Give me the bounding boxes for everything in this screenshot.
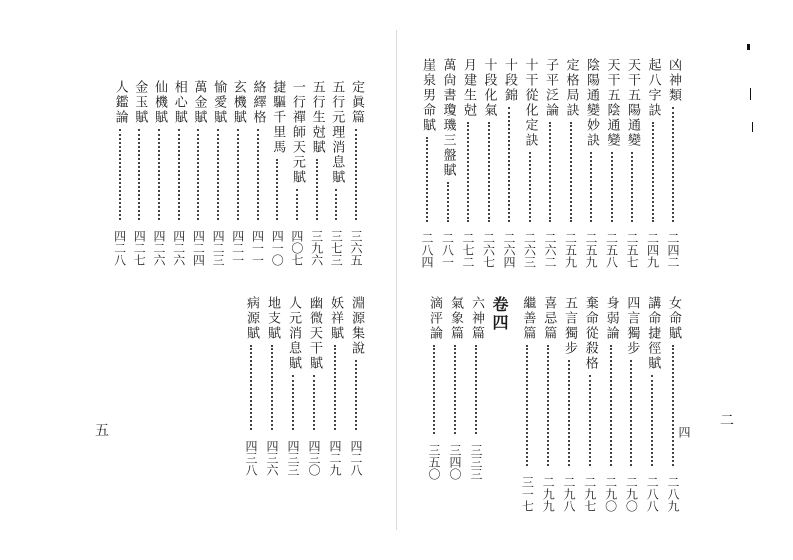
leader-dots bbox=[119, 129, 121, 220]
toc-entry-page: 二四九 bbox=[645, 232, 660, 268]
leader-dots bbox=[568, 360, 570, 466]
scan-speck bbox=[752, 122, 753, 132]
toc-entry-title: 萬尙書瓊璣三盤賦 bbox=[440, 58, 456, 178]
toc-entry bbox=[248, 80, 268, 266]
leader-dots bbox=[355, 129, 357, 220]
toc-entry bbox=[520, 58, 540, 268]
leader-dots bbox=[611, 152, 613, 222]
toc-entry-page: 三四〇 bbox=[448, 444, 462, 480]
toc-entry-title: 人元消息賦 bbox=[286, 296, 301, 371]
toc-entry bbox=[458, 58, 478, 268]
toc-entry-page: 四〇七 bbox=[289, 230, 304, 266]
leader-dots bbox=[158, 129, 160, 220]
leader-dots bbox=[467, 122, 469, 222]
toc-entry bbox=[438, 58, 458, 268]
toc-entry bbox=[169, 80, 189, 266]
toc-entry bbox=[325, 296, 345, 476]
toc-entry-page: 四三六 bbox=[265, 440, 279, 476]
toc-entry-page: 三七三 bbox=[329, 230, 344, 266]
toc-entry-title: 十段錦 bbox=[502, 58, 517, 103]
toc-entry-page: 四三〇 bbox=[307, 440, 321, 476]
leader-dots bbox=[488, 122, 490, 222]
leader-dots bbox=[570, 122, 572, 222]
toc-entry-title: 金玉賦 bbox=[132, 80, 148, 125]
toc-entry-title: 五行元理消息賦 bbox=[329, 80, 345, 185]
toc-entry-title: 凶神類 bbox=[666, 58, 681, 103]
toc-entry-page: 二四二 bbox=[666, 232, 680, 268]
toc-entry-page: 四一一 bbox=[250, 230, 265, 266]
leader-dots bbox=[529, 152, 531, 222]
toc-entry-page: 四三八 bbox=[244, 440, 258, 476]
toc-entry-title: 愉愛賦 bbox=[211, 80, 227, 125]
toc-entry-title: 崖泉男命賦 bbox=[420, 58, 435, 133]
toc-entry bbox=[559, 296, 579, 512]
leader-dots bbox=[433, 345, 435, 434]
toc-entry bbox=[602, 58, 622, 268]
toc-entry bbox=[417, 58, 437, 268]
toc-entry-title: 棄命從殺格 bbox=[582, 296, 598, 371]
toc-entry-title: 仙機賦 bbox=[152, 80, 167, 125]
toc-entry bbox=[540, 58, 560, 268]
section-heading: 卷四 bbox=[490, 296, 509, 332]
toc-entry bbox=[643, 58, 663, 268]
toc-entry-page: 二七二 bbox=[461, 232, 475, 268]
leader-dots bbox=[651, 375, 653, 466]
toc-entry bbox=[188, 80, 208, 266]
leader-dots bbox=[178, 129, 180, 220]
leader-dots bbox=[475, 345, 477, 434]
toc-entry-page: 三三三 bbox=[469, 444, 483, 480]
toc-entry bbox=[241, 296, 261, 476]
toc-entry-title: 陰陽通變妙訣 bbox=[584, 58, 599, 148]
leader-dots bbox=[292, 375, 294, 430]
toc-entry-title: 繼善篇 bbox=[520, 296, 536, 341]
toc-entry-title: 定格局訣 bbox=[563, 58, 579, 118]
toc-entry-title: 滴泙論 bbox=[427, 296, 442, 341]
toc-entry-page: 四二六 bbox=[152, 230, 166, 266]
toc-entry bbox=[346, 80, 366, 266]
right-page-number: 二 bbox=[720, 413, 734, 429]
toc-entry-page: 二六七 bbox=[481, 232, 496, 268]
toc-entry-title: 相心賦 bbox=[171, 80, 187, 125]
toc-entry-page: 二九九 bbox=[541, 476, 556, 512]
toc-entry-page: 二五八 bbox=[604, 232, 619, 268]
leader-dots bbox=[197, 129, 199, 220]
toc-entry-page: 二五九 bbox=[584, 232, 598, 268]
scan-speck bbox=[747, 44, 750, 50]
toc-entry-title: 月建生尅 bbox=[461, 58, 476, 118]
toc-entry-page: 二八一 bbox=[440, 232, 455, 268]
toc-entry-title: 六神篇 bbox=[469, 296, 484, 341]
toc-entry-title: 氣象篇 bbox=[448, 296, 463, 341]
leader-dots bbox=[237, 129, 239, 220]
toc-entry-title: 地支賦 bbox=[265, 296, 280, 341]
leader-dots bbox=[589, 375, 591, 466]
toc-entry bbox=[479, 58, 499, 268]
toc-entry-page: 四二三 bbox=[211, 230, 226, 266]
toc-entry-title: 妖祥賦 bbox=[328, 296, 343, 341]
leader-dots bbox=[138, 129, 140, 220]
toc-entry-page: 二九〇 bbox=[603, 476, 618, 512]
toc-entry-page: 二八八 bbox=[645, 476, 660, 512]
leader-dots bbox=[549, 122, 551, 222]
toc-entry bbox=[561, 58, 581, 268]
right-margin-number: 四 bbox=[677, 426, 691, 438]
toc-entry-page: 二九〇 bbox=[624, 476, 639, 512]
toc-entry-title: 絡繹格 bbox=[250, 80, 266, 125]
toc-entry bbox=[304, 296, 324, 476]
toc-entry bbox=[499, 58, 519, 268]
toc-entry-page: 二九八 bbox=[562, 476, 576, 512]
toc-entry bbox=[621, 296, 641, 512]
toc-entry bbox=[580, 296, 600, 512]
toc-entry-page: 二八九 bbox=[666, 476, 680, 512]
toc-entry bbox=[307, 80, 327, 266]
scan-speck bbox=[750, 88, 751, 100]
leader-dots bbox=[334, 345, 336, 430]
leader-dots bbox=[610, 345, 612, 466]
page-gutter bbox=[396, 30, 397, 530]
leader-dots bbox=[217, 129, 219, 220]
toc-entry-page: 二五九 bbox=[563, 232, 578, 268]
toc-entry bbox=[283, 296, 303, 476]
toc-entry-page: 四二八 bbox=[349, 440, 363, 476]
toc-entry-page: 二六三 bbox=[522, 232, 537, 268]
toc-entry-page: 三六五 bbox=[349, 230, 363, 266]
toc-entry-title: 天干五陰通變 bbox=[604, 58, 620, 148]
toc-entry-title: 幽微天干賦 bbox=[307, 296, 322, 371]
leader-dots bbox=[454, 345, 456, 434]
leader-dots bbox=[276, 159, 278, 220]
toc-entry-title: 一行禪師天元賦 bbox=[289, 80, 305, 185]
toc-entry-page: 二六四 bbox=[502, 232, 516, 268]
leader-dots bbox=[335, 189, 337, 220]
leader-dots bbox=[271, 345, 273, 430]
toc-entry bbox=[424, 296, 444, 480]
toc-entry-title: 定眞篇 bbox=[349, 80, 364, 125]
leader-dots bbox=[526, 345, 528, 466]
leader-dots bbox=[672, 107, 674, 222]
toc-entry bbox=[642, 296, 662, 512]
leader-dots bbox=[630, 360, 632, 466]
toc-entry bbox=[601, 296, 621, 512]
toc-entry bbox=[110, 80, 130, 266]
toc-entry bbox=[228, 80, 248, 266]
toc-entry-page: 四一〇 bbox=[270, 230, 285, 266]
toc-entry bbox=[517, 296, 537, 512]
toc-entry-page: 四二九 bbox=[328, 440, 342, 476]
toc-entry bbox=[538, 296, 558, 512]
toc-entry bbox=[663, 296, 683, 512]
toc-entry-title: 喜忌篇 bbox=[541, 296, 557, 341]
toc-entry-title: 人鑑論 bbox=[112, 80, 128, 125]
toc-entry-page: 二六二 bbox=[543, 232, 557, 268]
toc-entry-title: 十段化氣 bbox=[481, 58, 497, 118]
toc-entry-page: 四二四 bbox=[191, 230, 206, 266]
toc-entry bbox=[466, 296, 486, 480]
toc-entry bbox=[581, 58, 601, 268]
toc-entry bbox=[445, 296, 465, 480]
leader-dots bbox=[316, 159, 318, 220]
leader-dots bbox=[631, 152, 633, 222]
toc-entry-title: 病源賦 bbox=[244, 296, 259, 341]
toc-entry-page: 二八四 bbox=[420, 232, 434, 268]
leader-dots bbox=[426, 137, 428, 222]
toc-entry-title: 萬金賦 bbox=[191, 80, 207, 125]
leader-dots bbox=[547, 345, 549, 466]
toc-entry-page: 四二八 bbox=[112, 230, 127, 266]
toc-entry-page: 二九七 bbox=[582, 476, 597, 512]
toc-entry bbox=[129, 80, 149, 266]
toc-entry-title: 女命賦 bbox=[666, 296, 681, 341]
leader-dots bbox=[508, 107, 510, 222]
toc-entry-title: 十干從化定訣 bbox=[522, 58, 538, 148]
toc-entry-title: 五言獨步 bbox=[562, 296, 577, 356]
leader-dots bbox=[355, 360, 357, 430]
leader-dots bbox=[652, 122, 654, 222]
leader-dots bbox=[447, 182, 449, 222]
leader-dots bbox=[257, 129, 259, 220]
toc-entry-title: 五行生尅賦 bbox=[309, 80, 325, 155]
toc-entry-title: 捷驅千里馬 bbox=[270, 80, 286, 155]
toc-entry-title: 身弱論 bbox=[603, 296, 619, 341]
toc-entry-page: 三一七 bbox=[520, 476, 535, 512]
leader-dots bbox=[250, 345, 252, 430]
toc-entry-title: 淵源集說 bbox=[349, 296, 364, 356]
leader-dots bbox=[296, 189, 298, 220]
toc-entry-page: 三五〇 bbox=[427, 444, 441, 480]
toc-entry bbox=[267, 80, 287, 266]
toc-entry-page: 四二一 bbox=[230, 230, 245, 266]
toc-entry-title: 天干五陽通變 bbox=[625, 58, 640, 148]
toc-entry-page: 四二六 bbox=[171, 230, 186, 266]
toc-entry-title: 起八字訣 bbox=[645, 58, 661, 118]
toc-entry-page: 二五七 bbox=[625, 232, 639, 268]
toc-entry bbox=[346, 296, 366, 476]
toc-entry bbox=[287, 80, 307, 266]
toc-entry-title: 四言獨步 bbox=[624, 296, 640, 356]
toc-entry-page: 三九六 bbox=[309, 230, 324, 266]
toc-entry-title: 玄機賦 bbox=[230, 80, 246, 125]
toc-entry-title: 子平泛論 bbox=[543, 58, 558, 118]
toc-entry bbox=[326, 80, 346, 266]
toc-entry bbox=[208, 80, 228, 266]
leader-dots bbox=[313, 375, 315, 430]
toc-entry bbox=[622, 58, 642, 268]
toc-entry bbox=[663, 58, 683, 268]
left-page-number: 五 bbox=[95, 423, 109, 439]
toc-entry bbox=[262, 296, 282, 476]
toc-entry-page: 四二七 bbox=[132, 230, 147, 266]
leader-dots bbox=[590, 152, 592, 222]
toc-entry bbox=[149, 80, 169, 266]
leader-dots bbox=[672, 345, 674, 466]
toc-entry-page: 四三三 bbox=[286, 440, 300, 476]
toc-entry-title: 講命捷徑賦 bbox=[645, 296, 661, 371]
